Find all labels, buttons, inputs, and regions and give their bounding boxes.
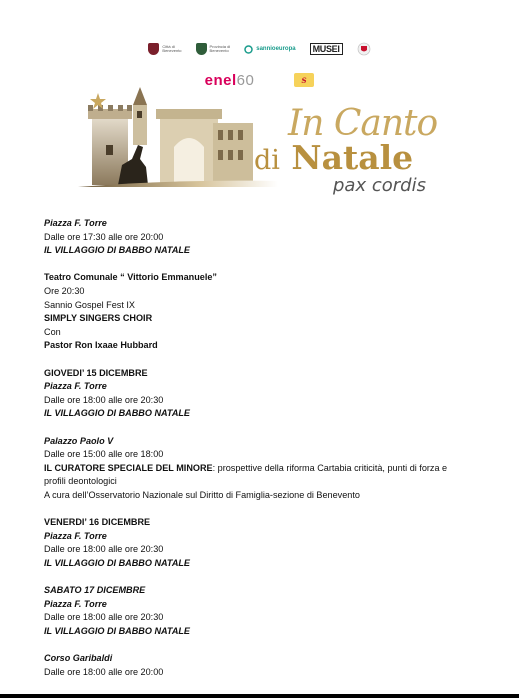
title-natale: Natale	[291, 138, 414, 177]
event-line-text: Sannio Gospel Fest IX	[44, 299, 135, 310]
event-line	[44, 435, 484, 449]
event-line	[44, 285, 484, 299]
sannio-europa-icon	[244, 45, 253, 54]
page-bottom-border	[0, 694, 519, 698]
event-block	[44, 584, 484, 638]
province-seal-logo	[196, 43, 231, 55]
event-line-text: Pastor Ron Ixaae Hubbard	[44, 340, 158, 351]
title-di: di	[254, 145, 280, 176]
event-block	[44, 435, 484, 503]
event-line	[44, 516, 484, 530]
red-crest-logo	[357, 42, 371, 56]
event-line-text: Piazza F. Torre	[44, 381, 107, 392]
event-line-text: IL VILLAGGIO DI BABBO NATALE	[44, 245, 191, 256]
province-logo-line1: Provincia di	[209, 44, 231, 49]
event-line	[44, 231, 484, 245]
event-line	[44, 448, 484, 462]
event-spacer	[44, 570, 484, 584]
event-line-text: Dalle ore 18:00 alle ore 20:30	[44, 544, 164, 555]
event-line-text: Dalle ore 15:00 alle ore 18:00	[44, 449, 164, 460]
event-line	[44, 666, 484, 680]
city-seal-icon	[148, 43, 159, 55]
event-line-text: Dalle ore 17:30 alle ore 20:00	[44, 231, 164, 242]
event-line	[44, 557, 484, 571]
event-line-text: Ore 20:30	[44, 285, 85, 296]
event-spacer	[44, 502, 484, 516]
event-block	[44, 367, 484, 421]
event-program	[44, 217, 484, 679]
event-line	[44, 312, 484, 326]
event-line-text: IL VILLAGGIO DI BABBO NATALE	[44, 408, 191, 419]
event-line-text: Piazza F. Torre	[44, 218, 107, 228]
event-line-text: profili deontologici	[44, 476, 117, 487]
event-spacer	[44, 421, 484, 435]
benevento-monuments-illustration	[78, 75, 278, 195]
event-line	[44, 380, 484, 394]
event-line	[44, 244, 484, 258]
musei-label: MUSEI	[310, 43, 343, 55]
event-line-text: A cura dell’Osservatorio Nazionale sul Diritto di Famiglia-sezione di Benevento	[44, 489, 360, 500]
city-logo-line1: Città di	[162, 44, 175, 49]
event-line-text: Dalle ore 18:00 alle ore 20:00	[44, 666, 164, 677]
event-line-text: Palazzo Paolo V	[44, 435, 114, 446]
event-line	[44, 394, 484, 408]
event-line	[44, 584, 484, 598]
event-line-text: VENERDI’ 16 DICEMBRE	[44, 517, 151, 528]
event-line-text: Corso Garibaldi	[44, 653, 113, 663]
event-line	[44, 326, 484, 340]
event-line-text: Con	[44, 326, 61, 337]
event-block	[44, 516, 484, 570]
event-line-text: Piazza F. Torre	[44, 598, 107, 609]
sannio-europa-logo	[244, 45, 295, 54]
city-seal-logo	[148, 43, 181, 55]
event-block	[44, 217, 484, 258]
event-block	[44, 271, 484, 353]
event-line	[44, 217, 484, 231]
event-line-text: IL CURATORE SPECIALE DEL MINORE	[44, 462, 213, 473]
event-line-text: Teatro Comunale “ Vittorio Emmanuele”	[44, 272, 217, 283]
event-line-text: Dalle ore 18:00 alle ore 20:30	[44, 394, 164, 405]
event-line	[44, 543, 484, 557]
sannio-europa-label: sannioeuropa	[256, 46, 296, 52]
subtitle-pax-cordis: pax cordis	[333, 175, 426, 196]
city-logo-line2: Benevento	[162, 48, 182, 53]
event-line	[44, 652, 484, 666]
event-spacer	[44, 353, 484, 367]
title-incanto: In Canto	[288, 103, 438, 144]
svg-text:S: S	[301, 75, 307, 85]
sponsor-logo-strip	[0, 42, 519, 56]
event-line-text: SIMPLY SINGERS CHOIR	[44, 313, 153, 324]
event-line	[44, 299, 484, 313]
province-seal-icon	[196, 43, 207, 55]
event-spacer	[44, 258, 484, 272]
event-line	[44, 475, 484, 489]
event-line	[44, 271, 484, 285]
event-line-text: IL VILLAGGIO DI BABBO NATALE	[44, 625, 191, 636]
enel-60-label: 60	[236, 72, 255, 89]
event-line	[44, 530, 484, 544]
province-logo-line2: Benevento	[209, 48, 229, 53]
event-line	[44, 462, 484, 476]
event-line	[44, 489, 484, 503]
incanto-header	[78, 75, 458, 195]
event-line-text: Piazza F. Torre	[44, 530, 107, 541]
event-line	[44, 367, 484, 381]
event-line	[44, 611, 484, 625]
event-spacer	[44, 638, 484, 652]
event-block	[44, 652, 484, 679]
musei-logo	[310, 43, 343, 55]
red-crest-icon	[357, 42, 371, 56]
event-line-text: Dalle ore 18:00 alle ore 20:30	[44, 612, 164, 623]
event-line	[44, 625, 484, 639]
event-line-text: IL VILLAGGIO DI BABBO NATALE	[44, 557, 191, 568]
event-line-text: SABATO 17 DICEMBRE	[44, 585, 146, 596]
event-line-rest: : prospettive della riforma Cartabia criticità, punti di forza e	[212, 462, 448, 473]
event-line-text: GIOVEDI’ 15 DICEMBRE	[44, 367, 148, 378]
enel-label: enel	[204, 72, 237, 89]
event-line	[44, 339, 484, 353]
event-line	[44, 598, 484, 612]
event-line	[44, 407, 484, 421]
title-di-natale	[254, 138, 413, 177]
